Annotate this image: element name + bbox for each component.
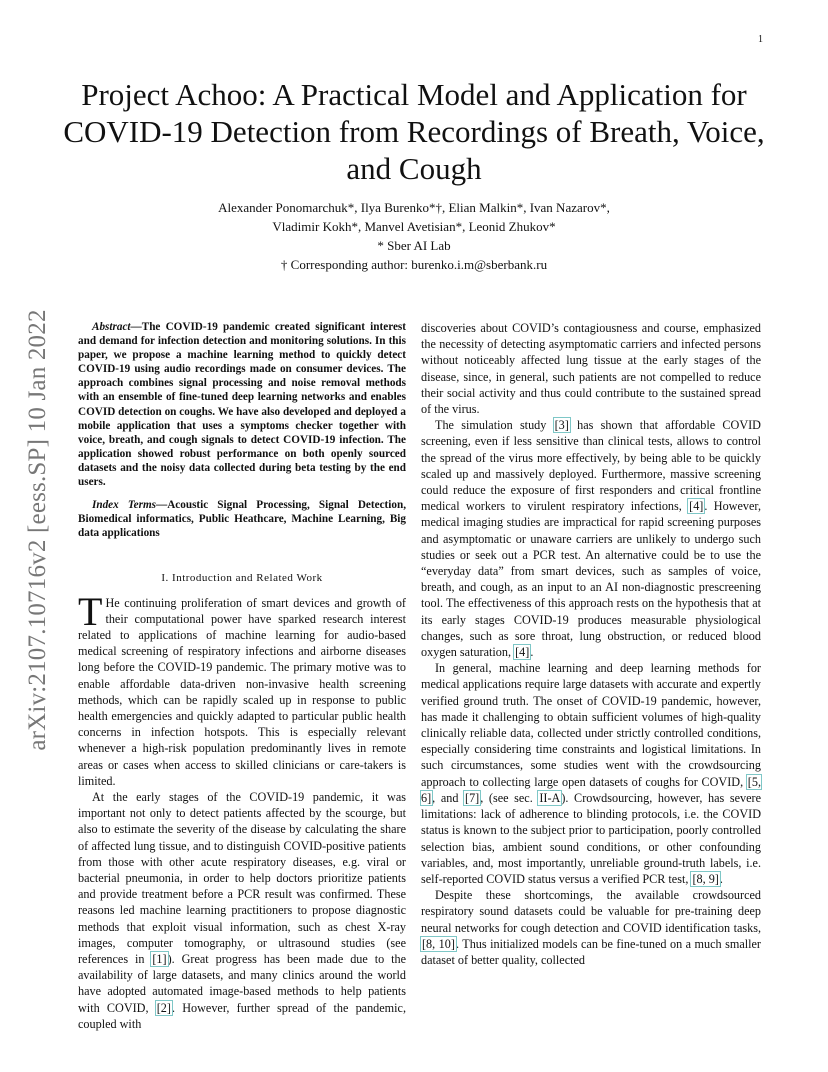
- drop-cap: T: [78, 588, 103, 634]
- paper-title: Project Achoo: A Practical Model and Application for COVID-19 Detection from Recordings of Breath, Voice, and Cough: [63, 77, 765, 186]
- citation-link[interactable]: [8, 10]: [422, 936, 455, 951]
- right-paragraph-4: Despite these shortcomings, the available crowdsourced respiratory sound datasets could be valuable for pre-training deep neural networks for cough detection and COVID identification tasks, [8, 10]. Thus initialized models can be fine-tuned on a much smaller dataset of better quality, collected: [421, 888, 761, 967]
- right-paragraph-2: The simulation study [3] has shown that affordable COVID screening, even if less sensitive than clinical tests, allows to control the spread of the virus more effectively, by being able to be quickly scaled up and massively deployed. Furthermore, massive screening could reduce the exposure of first responders and critical frontline medical workers to virulent respiratory infections, [4]. However, medical imaging studies are impractical for rapid screening purposes and asymptomatic or unaware carriers are unlikely to undergo such studies or seek out a PCR test. An alternative could be to use the “everyday data” from smart devices, such as samples of voice, breath, and cough, as an input to an AI non-diagnostic prescreening tool. The effectiveness of this approach rests on the hypothesis that at its early stages COVID-19 produces measurable physiological changes, such as sore throat, lung obstruction, or reduced blood oxygen saturation, [4].: [421, 418, 761, 660]
- author-line-2: Vladimir Kokh*, Manvel Avetisian*, Leonid Zhukov*: [272, 219, 556, 234]
- index-terms-text: —Acoustic Signal Processing, Signal Detection, Biomedical informatics, Public Heathcare, Machine Learning, Big data applications: [78, 499, 406, 540]
- corresponding-author: † Corresponding author: burenko.i.m@sberbank.ru: [280, 257, 548, 272]
- index-terms: [78, 498, 406, 540]
- page-number: 1: [758, 34, 763, 45]
- left-column: [78, 320, 406, 1032]
- arxiv-watermark: [18, 290, 58, 770]
- citation-link[interactable]: [1]: [152, 952, 167, 967]
- abstract-label: Abstract: [92, 321, 131, 333]
- affiliation: * Sber AI Lab: [377, 238, 451, 253]
- citation-link[interactable]: [8, 9]: [692, 871, 719, 886]
- section-link[interactable]: II-A: [539, 790, 561, 805]
- intro-paragraph-1: [78, 588, 406, 789]
- intro-paragraph-2: At the early stages of the COVID-19 pandemic, it was important not only to detect patients affected by the scourge, but also to estimate the severity of the disease by calculating the share of affected lung tissue, and to distinguish COVID-positive patients from those with other acute respiratory diseases, e.g. viral or bacterial pneumonia, in order to help doctors prioritize patients and provide treatment before a PCR result was confirmed. These reasons led machine learning practitioners to propose diagnostic methods that exploit visual information, such as chest X-ray images, computer tomography, or ultrasound studies (see references in [1]). Great progress has been made due to the availability of large datasets, and many clinics around the world have adopted automated image-based methods to help patients with COVID, [2]. However, further spread of the pandemic, coupled with: [78, 790, 406, 1031]
- abstract: [78, 320, 406, 489]
- author-line-1: Alexander Ponomarchuk*, Ilya Burenko*†, Elian Malkin*, Ivan Nazarov*,: [218, 200, 610, 215]
- citation-link[interactable]: [4]: [515, 645, 530, 660]
- author-block: [60, 198, 768, 274]
- citation-link[interactable]: [3]: [554, 418, 569, 433]
- citation-link[interactable]: [4]: [689, 499, 704, 514]
- abstract-text: —The COVID-19 pandemic created significant interest and demand for infection detection and monitoring solutions. In this paper, we propose a machine learning method to quickly detect COVID-19 using audio recordings made on consumer devices. The approach combines signal processing and noise removal methods with an ensemble of fine-tuned deep learning networks and enables COVID detection on coughs. We have also developed and deployed a mobile application that uses a symptoms checker together with voice, breath, and cough signals to detect COVID-19 infection. The application showed robust performance on both openly sourced datasets and the noisy data collected during beta testing by the end users.: [78, 321, 406, 489]
- right-paragraph-3: In general, machine learning and deep learning methods for medical applications require large datasets with accurate and expertly verified ground truth. The onset of COVID-19 pandemic, however, has made it challenging to obtain sufficient volumes of high-quality clinically reliable data, collected under strictly controlled conditions, especially considering time constraints and logistical limitations. In such circumstances, some studies went with the crowdsourcing approach to collecting large open datasets of coughs for COVID, [5, 6], and [7], (see sec. II-A). Crowdsourcing, however, has severe limitations: lack of adherence to blinding protocols, i.e. the COVID status is known to the subject prior to participation, poorly controlled selection bias, ambient sound conditions, or other confounding variables, and, most importantly, unreliable ground-truth labels, i.e. self-reported COVID status versus a verified PCR test, [8, 9].: [421, 661, 761, 886]
- right-column: [421, 320, 761, 968]
- citation-link[interactable]: [2]: [156, 1000, 171, 1015]
- index-terms-label: Index Terms: [92, 499, 157, 512]
- section-heading: I. Introduction and Related Work: [161, 572, 323, 585]
- citation-link[interactable]: [7]: [465, 790, 480, 805]
- arxiv-id: arXiv:2107.10716v2 [eess.SP] 10 Jan 2022: [24, 309, 51, 751]
- right-paragraph-1: discoveries about COVID’s contagiousness and course, emphasized the necessity of detecting asymptomatic carriers and infected persons without noticeably affected lung tissue at the early stages of the disease, since, in general, such patients are not compelled to reduce their social activity and thus could contribute to the sustained spread of the virus.: [421, 321, 761, 417]
- citation-link[interactable]: [5, 6]: [421, 774, 761, 805]
- intro-p1-text: He continuing proliferation of smart devices and growth of their computational power have sparked research interest related to applications of machine learning for audio-based medical screening of respiratory infections and airborne diseases long before the COVID-19 pandemic. The primary motive was to enable affordable data-driven non-invasive health screening methods, which can be rapidly scaled up in response to public health emergencies and quickly adapted to particular public health concerns in infection hotspots. This is especially relevant whenever a high-risk population predominantly lives in remote areas or cases when access to skilled clinicians or care-takers is limited.: [78, 595, 406, 788]
